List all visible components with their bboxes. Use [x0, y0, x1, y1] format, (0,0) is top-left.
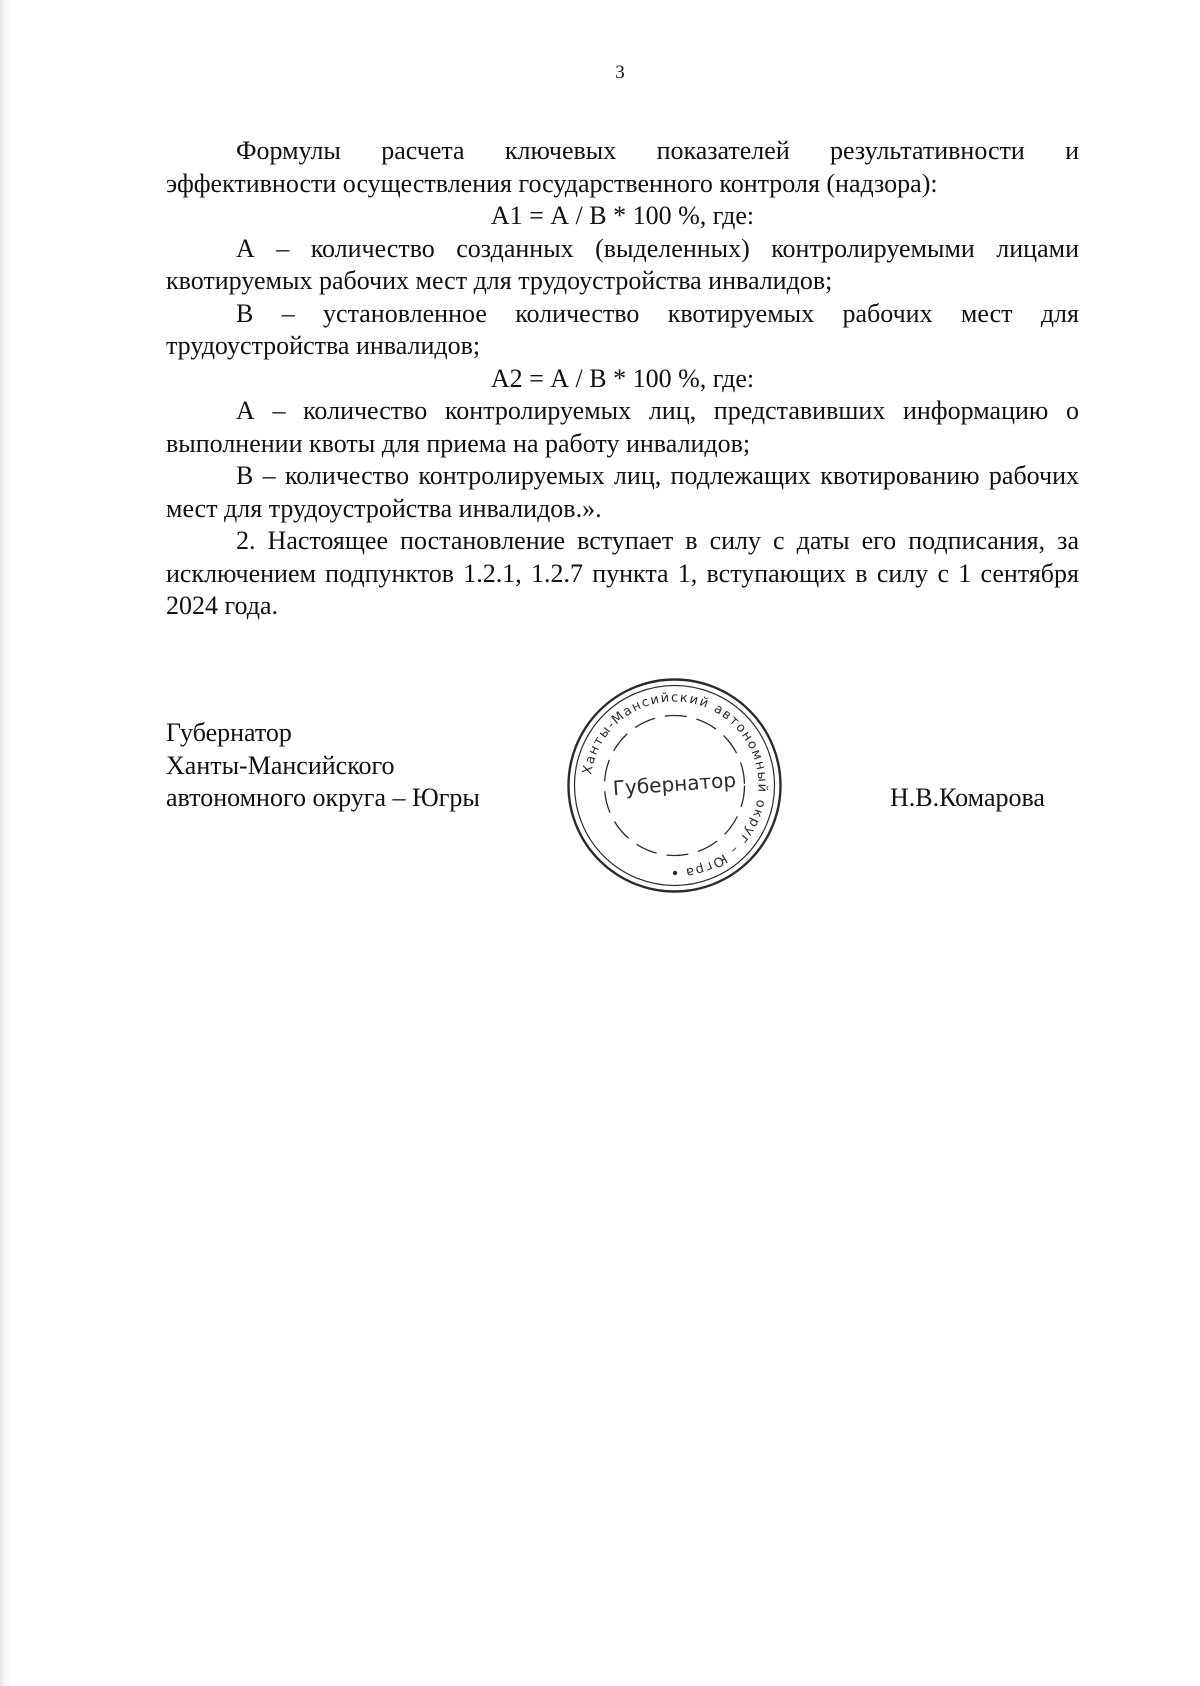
- signatory-title-line: Ханты-Мансийского: [166, 750, 395, 780]
- seal-ring-text: Ханты-Мансийский автономный округ – Югра: [580, 690, 770, 880]
- official-seal: [562, 673, 787, 898]
- paragraph-intro: Формулы расчета ключевых показателей результативности и эффективности осуществления государственного контроля (надзора):: [166, 136, 1079, 198]
- paragraph-a2-b: В – количество контролируемых лиц, подлежащих квотированию рабочих мест для трудоустройства инвалидов.».: [166, 461, 1079, 523]
- signatory-name: Н.В.Комарова: [890, 783, 1045, 812]
- formula-a2: А2 = А / В * 100 %, где:: [490, 363, 755, 393]
- scan-edge: [0, 0, 10, 1686]
- seal-dot: [673, 871, 677, 875]
- signatory-title-line: Губернатор: [166, 718, 292, 747]
- seal-center-text: Губернатор: [612, 767, 737, 801]
- document-body: [166, 135, 1079, 623]
- paragraph-effective-date: 2. Настоящее постановление вступает в силу с даты его подписания, за исключением подпунктов 1.2.1, 1.2.7 пункта 1, вступающих в силу с 1 сентября 2024 года.: [166, 526, 1079, 620]
- formula-a1: А1 = А / В * 100 %, где:: [490, 201, 755, 230]
- paragraph-a1-a: А – количество созданных (выделенных) контролируемыми лицами квотируемых рабочих мест для трудоустройства инвалидов;: [166, 233, 1079, 295]
- signatory-title: [166, 717, 480, 815]
- signatory-title-line: автономного округа – Югры: [166, 783, 480, 812]
- paragraph-a2-a: А – количество контролируемых лиц, представивших информацию о выполнении квоты для приема на работу инвалидов;: [166, 396, 1079, 458]
- paragraph-a1-b: В – установленное количество квотируемых рабочих мест для трудоустройства инвалидов;: [166, 298, 1079, 360]
- page-number: 3: [615, 62, 625, 83]
